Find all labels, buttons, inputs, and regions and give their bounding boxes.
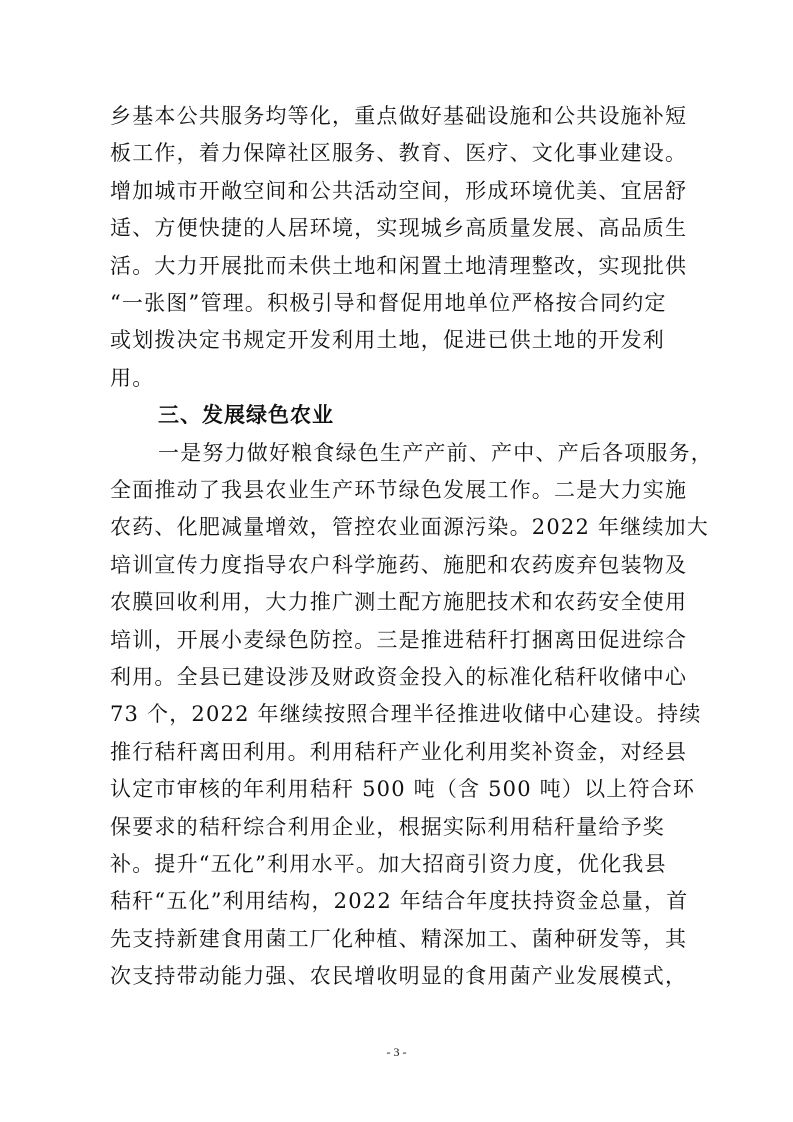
- body-line: 认定市审核的年利用秸秆 500 吨（含 500 吨）以上符合环: [110, 777, 696, 802]
- body-line: 利用。全县已建设涉及财政资金投入的标准化秸秆收储中心: [110, 665, 688, 689]
- body-line: 适、方便快捷的人居环境，实现城乡高质量发展、高品质生: [110, 216, 688, 241]
- body-line: 先支持新建食用菌工厂化种植、精深加工、菌种研发等，其: [110, 926, 688, 951]
- body-line: 全面推动了我县农业生产环节绿色发展工作。二是大力实施: [110, 478, 688, 502]
- body-line: 农膜回收利用，大力推广测土配方施肥技术和农药安全使用: [110, 590, 688, 615]
- body-line: 板工作，着力保障社区服务、教育、医疗、文化事业建设。: [110, 141, 688, 166]
- section-heading: 三、发展绿色农业: [158, 403, 334, 428]
- body-line: 补。提升“五化”利用水平。加大招商引资力度，优化我县: [110, 852, 667, 876]
- body-line: 增加城市开敞空间和公共活动空间，形成环境优美、宜居舒: [110, 178, 688, 203]
- body-line: 乡基本公共服务均等化，重点做好基础设施和公共设施补短: [110, 104, 688, 128]
- body-line: “一张图”管理。积极引导和督促用地单位严格按合同约定: [110, 291, 667, 315]
- page-number: - 3 -: [386, 1045, 407, 1059]
- body-line: 保要求的秸秆综合利用企业，根据实际利用秸秆量给予奖: [110, 814, 665, 839]
- body-line: 培训宣传力度指导农户科学施药、施肥和农药废弃包装物及: [110, 552, 688, 577]
- body-line: 农药、化肥减量增效，管控农业面源污染。2022 年继续加大: [110, 515, 709, 540]
- body-line: 培训，开展小麦绿色防控。三是推进秸秆打捆离田促进综合: [110, 627, 688, 652]
- body-line: 或划拨决定书规定开发利用土地，促进已供土地的开发利: [110, 328, 665, 353]
- body-line: 73 个，2022 年继续按照合理半径推进收储中心建设。持续: [110, 702, 702, 727]
- body-line: 秸秆“五化”利用结构，2022 年结合年度扶持资金总量，首: [110, 889, 689, 914]
- body-line: 次支持带动能力强、农民增收明显的食用菌产业发展模式，: [110, 964, 688, 989]
- body-line: 活。大力开展批而未供土地和闲置土地清理整改，实现批供: [110, 253, 688, 278]
- body-line: 推行秸秆离田利用。利用秸秆产业化利用奖补资金，对经县: [110, 739, 688, 764]
- body-line: 一是努力做好粮食绿色生产产前、产中、产后各项服务，: [158, 440, 713, 465]
- body-line: 用。: [110, 365, 155, 390]
